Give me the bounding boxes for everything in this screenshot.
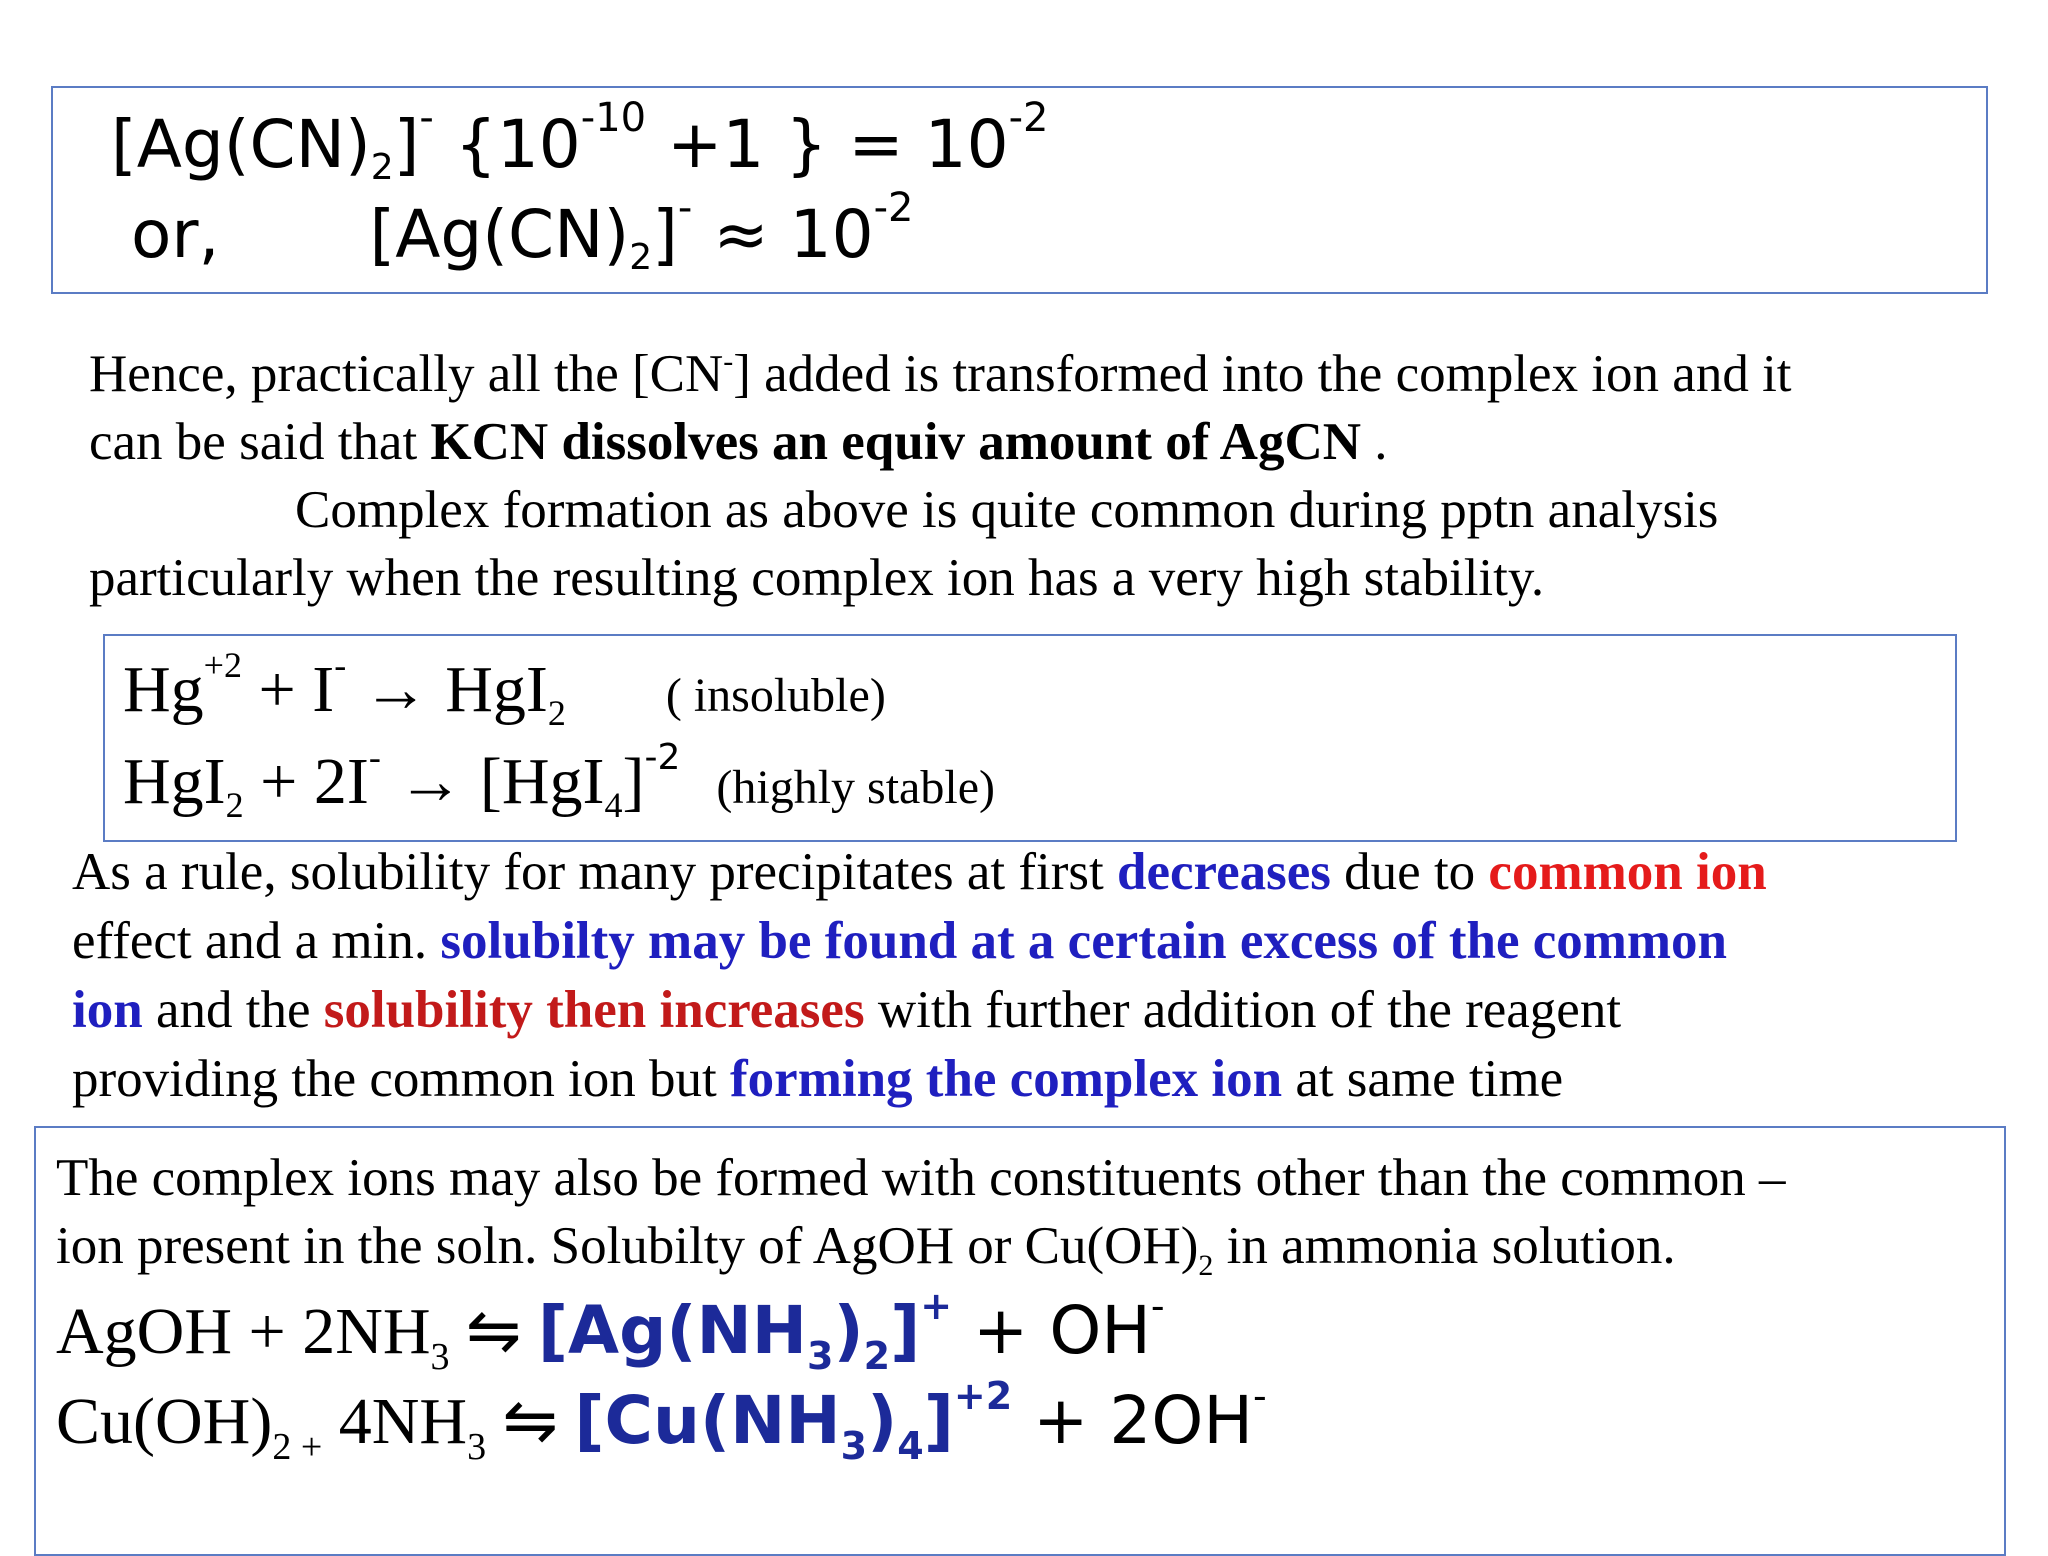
text: can be said that [89, 413, 431, 471]
highlight-blue: solubilty may be found at a certain excess of the common [440, 912, 1728, 970]
paragraph-line [72, 1045, 1767, 1114]
text: ion present in the soln. Solubilty of AgOH or Cu(OH) [56, 1217, 1199, 1275]
bold-statement: KCN dissolves an equiv amount of AgCN [430, 413, 1362, 471]
reaction-1 [123, 645, 886, 733]
superscript: + [920, 1284, 953, 1328]
text: . [1361, 413, 1388, 471]
text: HgI [123, 745, 226, 818]
paragraph-solubility-rule [72, 838, 1767, 1114]
subscript: 3 [430, 1336, 450, 1378]
superscript: - [723, 345, 734, 378]
superscript: - [334, 645, 347, 685]
paragraph-complex-formation [89, 340, 1792, 612]
text: effect and a min. [72, 912, 441, 970]
highlight-blue: ion [72, 981, 143, 1039]
paragraph-line: particularly when the resulting complex ion has a very high stability. [89, 549, 1545, 607]
superscript: -2 [1008, 95, 1049, 141]
equation-text: [Ag(CN) [111, 106, 371, 183]
ammonia-equation-1 [56, 1284, 1165, 1378]
paragraph-line: Complex formation as above is quite common during pptn analysis [295, 481, 1719, 539]
subscript: 3 [806, 1334, 834, 1378]
text: Hence, practically all the [CN [89, 345, 724, 403]
subscript: 2 [629, 237, 653, 278]
equation-text: ] [652, 196, 678, 273]
subscript: 3 [840, 1424, 868, 1468]
highlight-red: common ion [1488, 843, 1767, 901]
superscript: - [1253, 1374, 1267, 1418]
equation-text: +1 } = 10 [646, 106, 1009, 183]
text: → HgI [346, 653, 548, 726]
equation-line-2 [131, 185, 914, 278]
text: ] [622, 745, 645, 818]
equation-text: ≈ 10 [692, 196, 874, 273]
text: at same time [1282, 1050, 1564, 1108]
complex-ion: [Cu(NH [574, 1382, 841, 1459]
subscript: 2 [547, 693, 566, 733]
subscript: 2 [370, 147, 394, 188]
text: + 2I [243, 745, 369, 818]
complex-ion: [Ag(NH [537, 1292, 807, 1369]
superscript: -10 [580, 95, 647, 141]
text: + 2OH [1012, 1382, 1253, 1459]
subscript: 4 [604, 785, 623, 825]
superscript: +2 [953, 1374, 1013, 1418]
reaction-note: ( insoluble) [665, 669, 886, 722]
equation-line-1 [111, 95, 1049, 188]
equilibrium-arrow: ⇋ [486, 1385, 575, 1458]
paragraph-line [72, 907, 1767, 976]
text: ) [833, 1292, 864, 1369]
text: AgOH + 2NH [56, 1295, 431, 1368]
text: in ammonia solution. [1213, 1217, 1676, 1275]
text: with further addition of the reagent [864, 981, 1622, 1039]
text: Hg [123, 653, 204, 726]
superscript: -2 [873, 185, 914, 231]
subscript: 3 [467, 1426, 487, 1468]
reaction-2 [123, 737, 995, 825]
text: ) [867, 1382, 898, 1459]
paragraph-line [89, 408, 1792, 476]
equation-lead: or, [131, 196, 220, 273]
superscript: - [419, 95, 434, 141]
paragraph-line [72, 838, 1767, 907]
superscript: - [368, 737, 381, 777]
equation-box-ammonia-complexes [34, 1126, 2006, 1556]
text: → [HgI [380, 745, 605, 818]
ammonia-equation-2 [56, 1374, 1267, 1468]
text: 4NH [322, 1385, 468, 1458]
paragraph-line [72, 976, 1767, 1045]
text: ] [890, 1292, 921, 1369]
subscript: 2 [1198, 1249, 1214, 1282]
subscript: 2 [863, 1334, 891, 1378]
equation-text: {10 [433, 106, 581, 183]
subscript: 2 [225, 785, 244, 825]
text: ] added is transformed into the complex ion and it [733, 345, 1792, 403]
text: + I [241, 653, 335, 726]
superscript: -2 [644, 737, 681, 778]
superscript: - [1150, 1284, 1165, 1328]
box-text-line [56, 1216, 1676, 1282]
equation-box-mercury-iodide [103, 634, 1957, 842]
text: As a rule, solubility for many precipitates at first [72, 843, 1118, 901]
paragraph-line [89, 340, 1792, 408]
equilibrium-arrow: ⇋ [449, 1295, 538, 1368]
box-text-line: The complex ions may also be formed with constituents other than the common – [56, 1149, 1786, 1207]
text: and the [142, 981, 324, 1039]
highlight-red: solubility then increases [323, 981, 865, 1039]
text: + OH [952, 1292, 1151, 1369]
subscript: 4 [897, 1424, 924, 1468]
text: providing the common ion but [72, 1050, 731, 1108]
superscript: - [677, 185, 693, 231]
highlight-blue: forming the complex ion [730, 1050, 1283, 1108]
equation-text: [Ag(CN) [369, 196, 630, 273]
text: due to [1330, 843, 1489, 901]
superscript: +2 [203, 645, 242, 685]
subscript: 2 + [272, 1426, 323, 1468]
text: Cu(OH) [56, 1385, 273, 1458]
equation-box-silver-cyanide [51, 86, 1988, 294]
text: ] [923, 1382, 954, 1459]
reaction-note: (highly stable) [716, 761, 995, 814]
highlight-blue: decreases [1117, 843, 1331, 901]
equation-text: ] [393, 106, 420, 183]
